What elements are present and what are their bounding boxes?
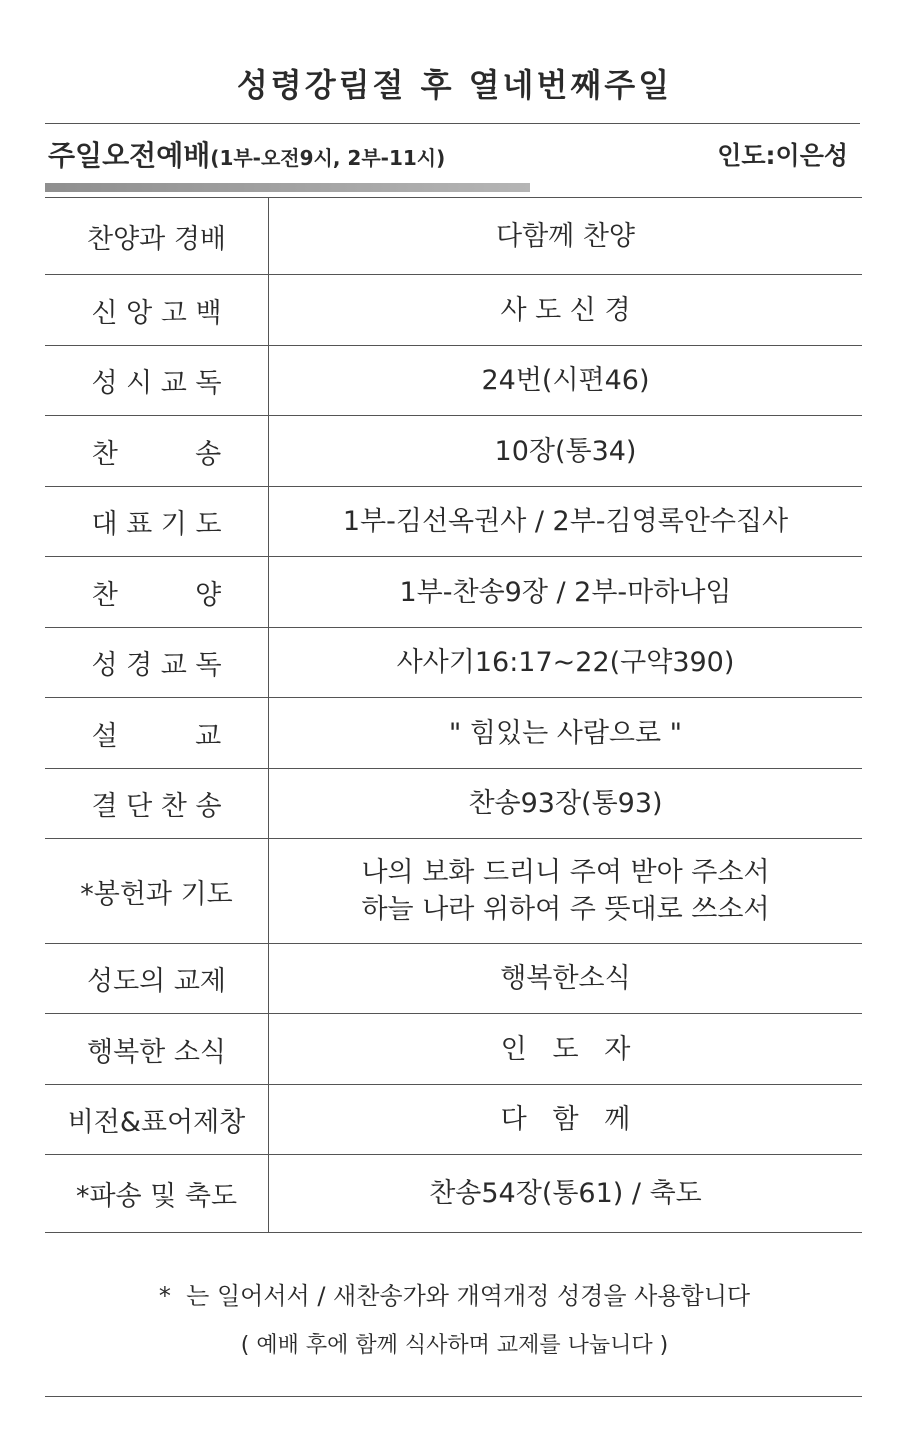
bottom-divider xyxy=(45,1396,862,1397)
order-row xyxy=(45,198,862,275)
standing-note: * 는 일어서서 / 새찬송가와 개역개정 성경을 사용합니다 xyxy=(158,1282,751,1310)
order-row xyxy=(45,1085,862,1155)
order-item-label: *파송 및 축도 xyxy=(45,1155,269,1233)
order-item-label: 신 앙 고 백 xyxy=(45,275,269,346)
service-times: (1부-오전9시, 2부-11시) xyxy=(210,146,446,170)
order-item-label: 비전&표어제창 xyxy=(45,1085,269,1155)
order-row xyxy=(45,557,862,628)
order-item-value: 사 도 신 경 xyxy=(500,294,631,326)
order-item-value: 10장(통34) xyxy=(494,435,637,467)
order-item-value: 24번(시편46) xyxy=(481,365,650,396)
order-item-label: 성 시 교 독 xyxy=(45,346,269,416)
order-item-value: 사사기16:17~22(구약390) xyxy=(396,647,735,678)
service-leader: 인도:이은성 xyxy=(717,141,848,170)
top-divider xyxy=(45,123,860,124)
order-row xyxy=(45,416,862,487)
order-item-value: 찬송93장(통93) xyxy=(468,788,663,819)
order-row xyxy=(45,944,862,1014)
order-item-value: 1부-찬송9장 / 2부-마하나임 xyxy=(399,576,732,608)
order-item-label: 성 경 교 독 xyxy=(45,628,269,698)
order-row xyxy=(45,346,862,416)
order-item-value: 행복한소식 xyxy=(500,963,631,994)
order-row xyxy=(45,769,862,839)
service-header xyxy=(48,134,848,178)
order-item-value: 다 함 께 xyxy=(500,1104,631,1135)
order-row xyxy=(45,839,862,944)
bulletin-title: 성령강림절 후 열네번째주일 xyxy=(236,66,673,104)
order-row xyxy=(45,487,862,557)
order-item-label: 설 교 xyxy=(45,698,269,769)
order-item-value: 나의 보화 드리니 주여 받아 주소서 하늘 나라 위하여 주 뜻대로 쓰소서 xyxy=(361,857,770,925)
order-item-label: 찬 송 xyxy=(45,416,269,487)
order-row xyxy=(45,1014,862,1085)
order-row xyxy=(45,698,862,769)
service-title xyxy=(48,134,445,174)
order-item-label: *봉헌과 기도 xyxy=(45,839,269,944)
order-item-label: 성도의 교제 xyxy=(45,944,269,1014)
service-name: 주일오전예배 xyxy=(48,139,211,172)
order-item-label: 대 표 기 도 xyxy=(45,487,269,557)
order-item-value: 다함께 찬양 xyxy=(496,220,635,252)
order-item-label: 찬양과 경배 xyxy=(45,198,269,275)
order-item-value: 인 도 자 xyxy=(500,1033,631,1065)
order-of-worship-table xyxy=(45,197,862,1233)
fellowship-note: ( 예배 후에 함께 식사하며 교제를 나눕니다 ) xyxy=(240,1333,669,1358)
order-item-value: 1부-김선옥권사 / 2부-김영록안수집사 xyxy=(342,506,789,537)
order-item-label: 결 단 찬 송 xyxy=(45,769,269,839)
header-underline-bar xyxy=(45,183,530,192)
order-item-label: 찬 양 xyxy=(45,557,269,628)
order-row xyxy=(45,275,862,346)
order-item-label: 행복한 소식 xyxy=(45,1014,269,1085)
order-item-value: " 힘있는 사람으로 " xyxy=(448,717,683,749)
order-item-value: 찬송54장(통61) / 축도 xyxy=(429,1178,702,1209)
order-row xyxy=(45,1155,862,1233)
order-row xyxy=(45,628,862,698)
